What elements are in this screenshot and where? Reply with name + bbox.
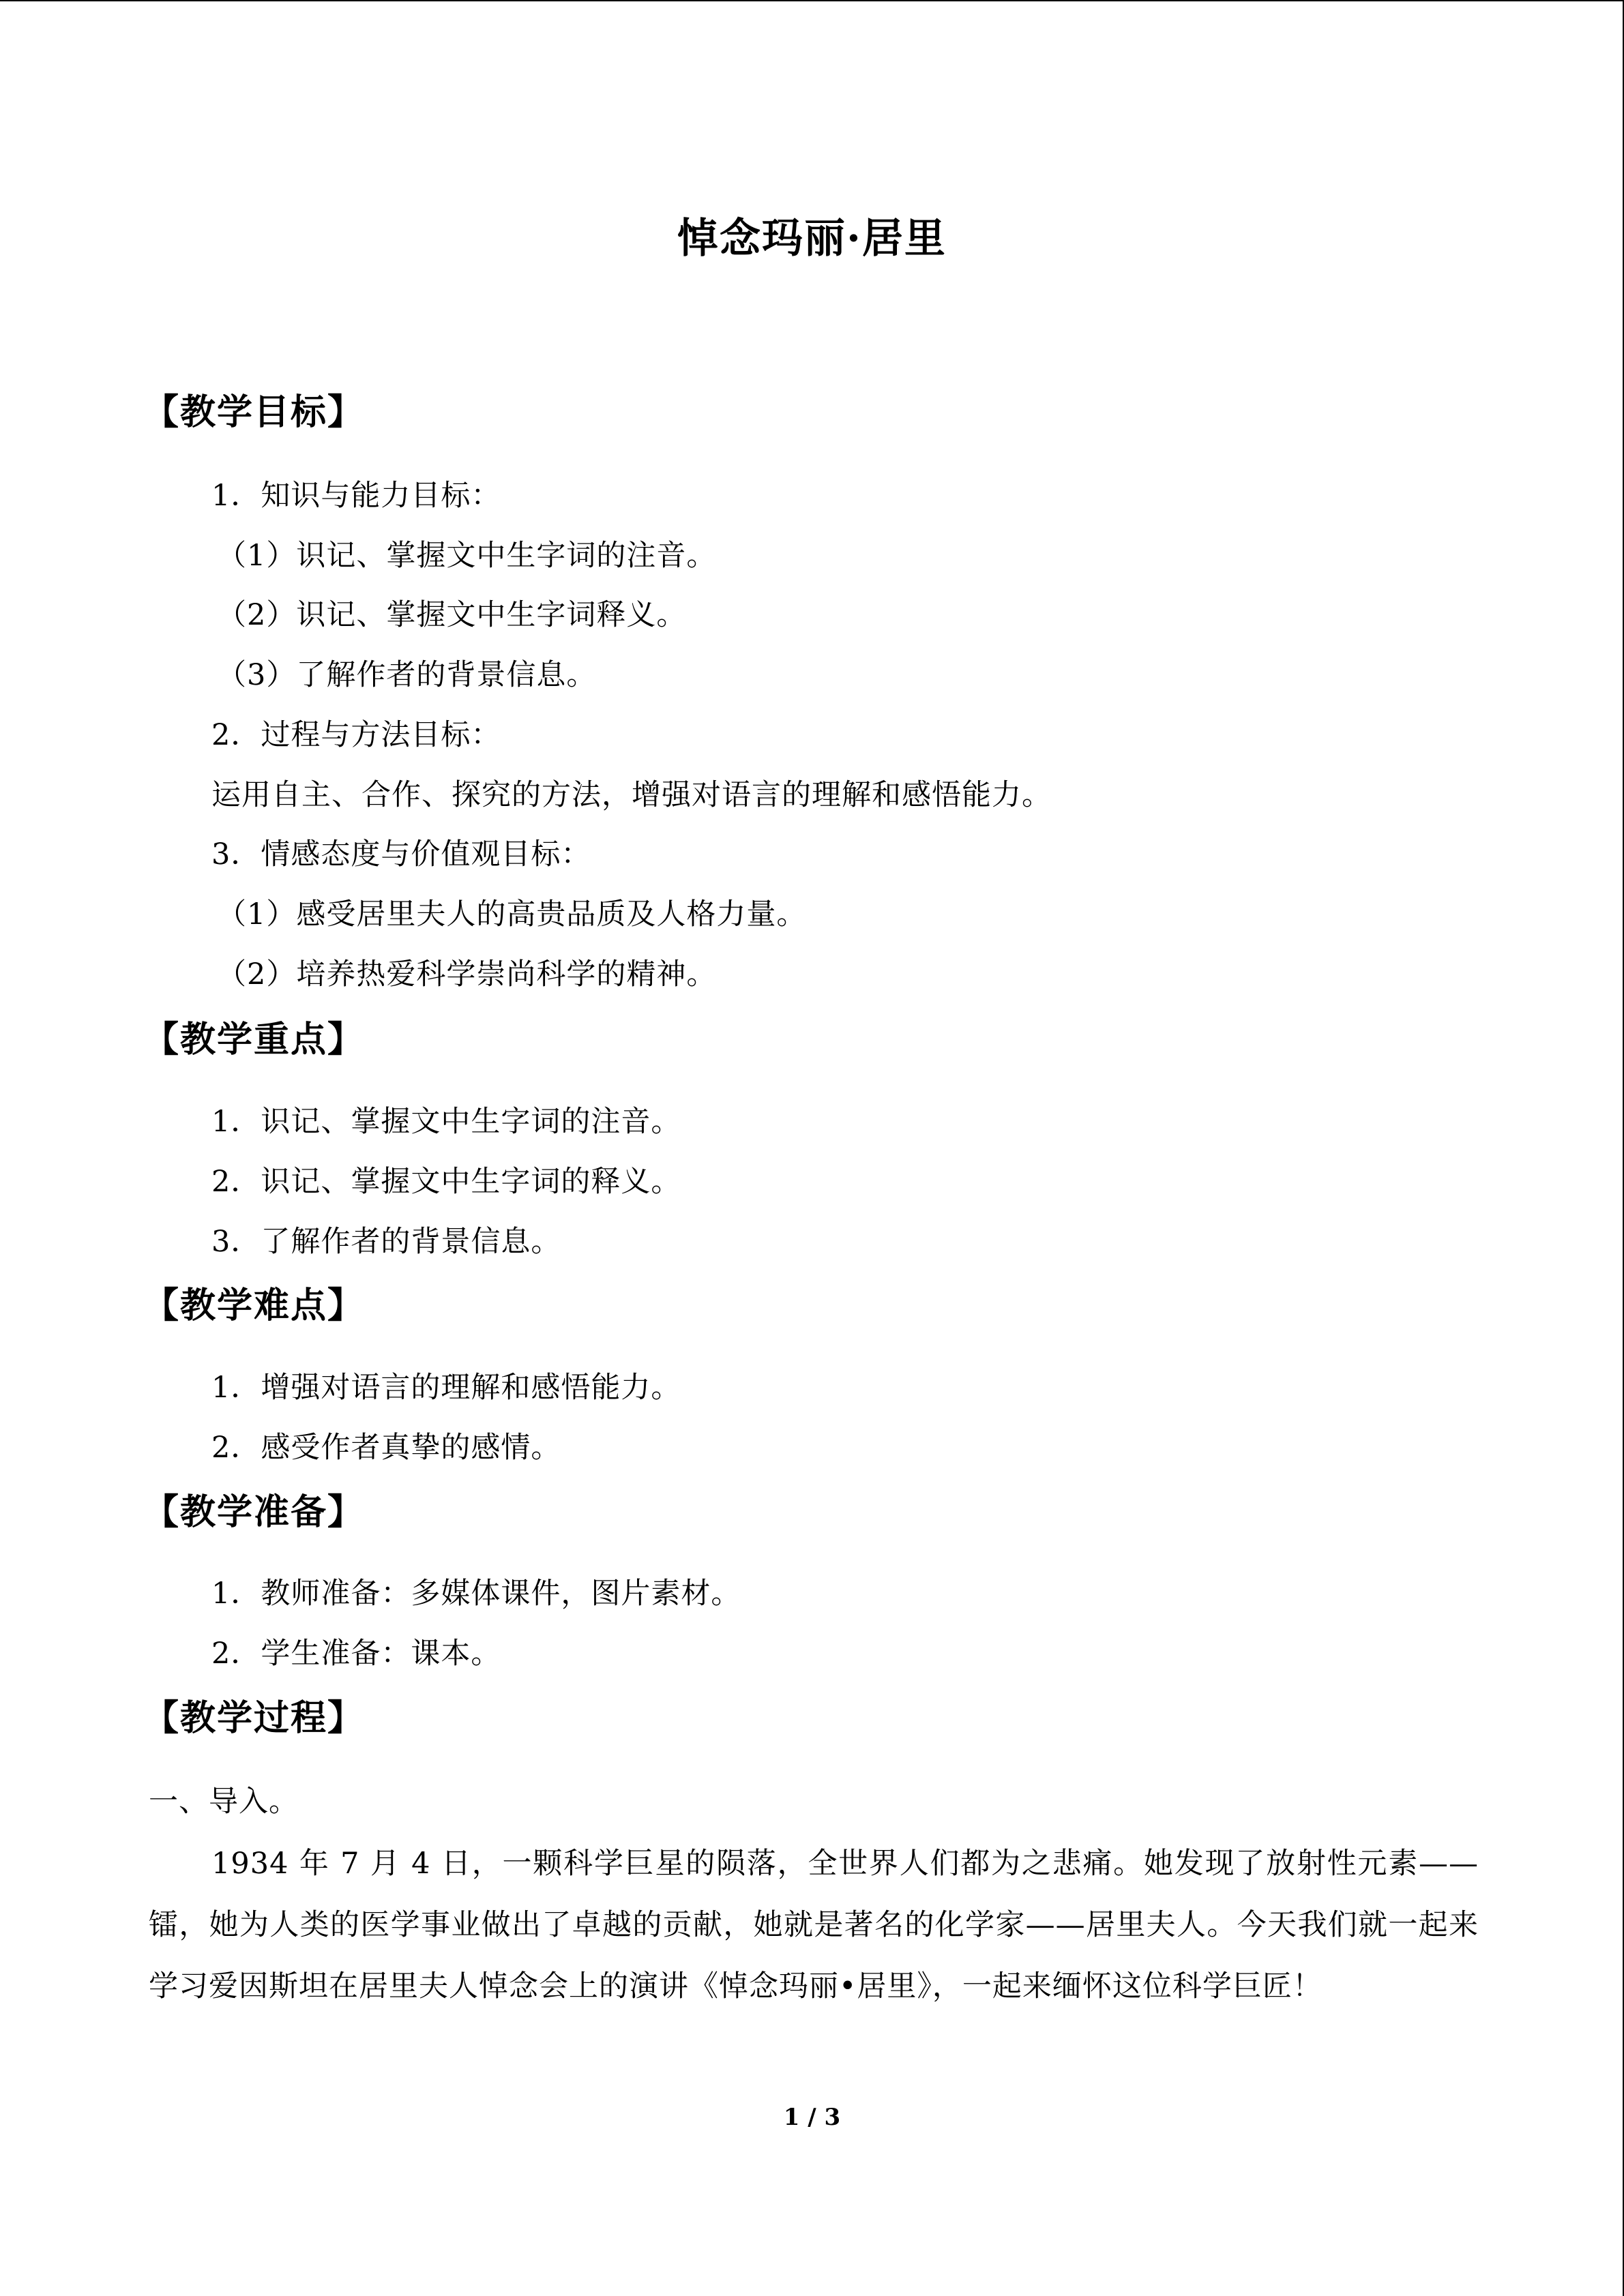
preparation-line: 1．教师准备：多媒体课件，图片素材。 — [211, 1577, 741, 1611]
section-heading-process: 【教学过程】 — [143, 1697, 365, 1739]
difficulty-line: 1．增强对语言的理解和感悟能力。 — [211, 1371, 681, 1405]
section-heading-difficulties: 【教学难点】 — [143, 1285, 365, 1326]
objective-line: （1）识记、掌握文中生字词的注音。 — [217, 539, 717, 573]
page-number: 1 / 3 — [783, 2104, 841, 2131]
objective-line: （2）培养热爱科学崇尚科学的精神。 — [217, 957, 717, 992]
key-point-line: 1．识记、掌握文中生字词的注音。 — [211, 1105, 681, 1139]
key-point-line: 3．了解作者的背景信息。 — [211, 1225, 561, 1259]
objective-line: 3．情感态度与价值观目标： — [211, 837, 591, 871]
objective-line: 运用自主、合作、探究的方法，增强对语言的理解和感悟能力。 — [211, 778, 1052, 812]
section-heading-objectives: 【教学目标】 — [143, 391, 365, 433]
introduction-paragraph: 1934 年 7 月 4 日，一颗科学巨星的陨落，全世界人们都为之悲痛。她发现了放射性元素——镭，她为人类的医学事业做出了卓越的贡献，她就是著名的化学家——居里夫人。今天我们就一起来学习爱因斯坦在居里夫人悼念会上的演讲《悼念玛丽•居里》，一起来缅怀这位科学巨匠！ — [149, 1847, 1479, 2003]
objective-line: 2．过程与方法目标： — [211, 718, 501, 752]
section-heading-key-points: 【教学重点】 — [143, 1019, 365, 1060]
key-point-line: 2．识记、掌握文中生字词的释义。 — [211, 1165, 681, 1199]
objective-line: （2）识记、掌握文中生字词释义。 — [217, 598, 687, 632]
objective-line: （1）感受居里夫人的高贵品质及人格力量。 — [217, 897, 807, 931]
difficulty-line: 2．感受作者真挚的感情。 — [211, 1431, 561, 1465]
objective-line: （3）了解作者的背景信息。 — [217, 658, 597, 692]
preparation-line: 2．学生准备：课本。 — [211, 1637, 501, 1671]
document-title: 悼念玛丽·居里 — [677, 215, 947, 263]
section-heading-preparation: 【教学准备】 — [143, 1491, 365, 1533]
objective-line: 1．知识与能力目标： — [211, 479, 501, 513]
process-step-heading: 一、导入。 — [149, 1785, 299, 1819]
